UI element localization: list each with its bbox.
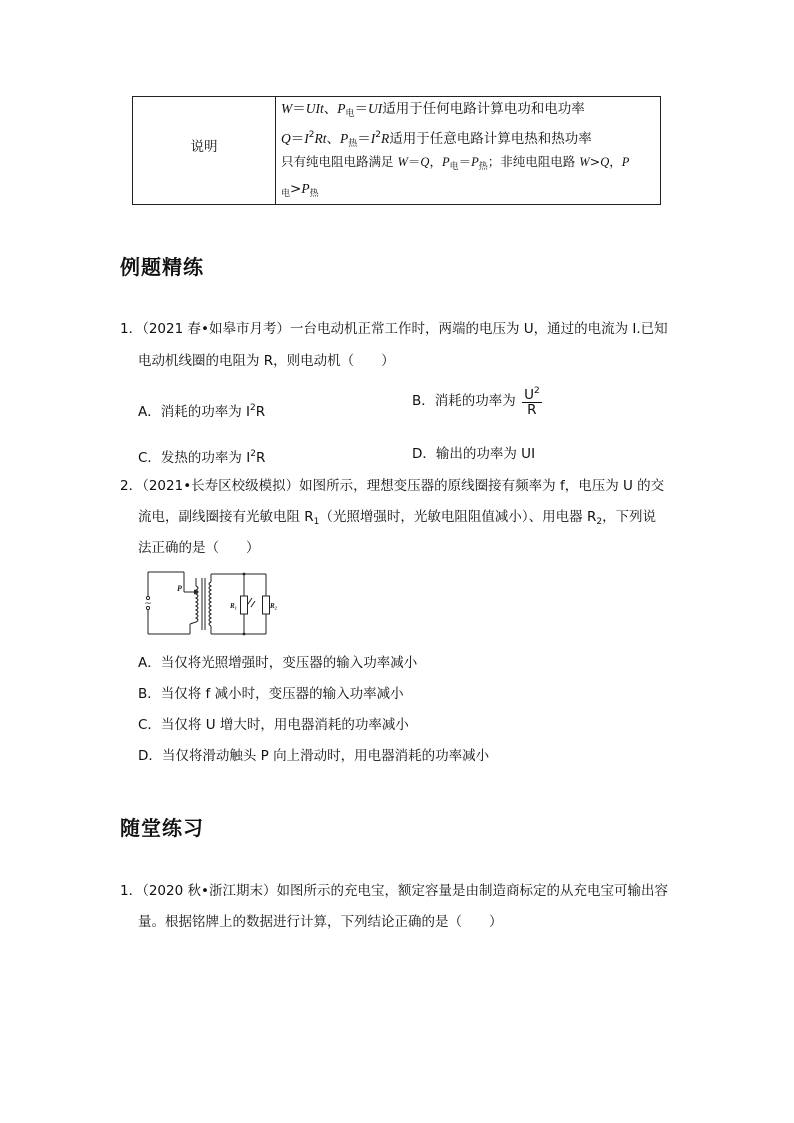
q1-option-b[interactable]: B．消耗的功率为 $\frac{U^2}{R}$ xyxy=(412,386,540,418)
q2-line-1: 2．（2021•长寿区校级模拟）如图所示，理想变压器的原线圈接有频率为 f，电压为 U 的交 xyxy=(120,478,665,494)
resistor-label-r2: R₂ xyxy=(270,602,278,610)
q2-option-a[interactable]: A．当仅将光照增强时，变压器的输入功率减小 xyxy=(138,655,418,671)
table-row-1: W＝UIt、$P_电=UI$适用于任何电路计算电功和电功率 xyxy=(281,101,585,119)
table-row-4: $_电>P_热$ xyxy=(281,181,319,199)
table-row-3: 只有纯电阻电路满足 W＝Q，$P_电=P_热$；非纯电阻电路 W>Q，P xyxy=(281,154,630,172)
ac-source-symbol: ~ xyxy=(144,599,152,609)
q3-line-2: 量。根据铭牌上的数据进行计算，下列结论正确的是（ ） xyxy=(138,914,503,930)
q2-option-c[interactable]: C．当仅将 U 增大时，用电器消耗的功率减小 xyxy=(138,717,409,733)
slider-label-p: P xyxy=(177,584,182,593)
section-heading-examples: 例题精练 xyxy=(120,255,204,279)
q1-option-c[interactable]: C．发热的功率为 $I^2R$ xyxy=(138,449,266,466)
q1-option-d[interactable]: D．输出的功率为 UI xyxy=(412,446,536,462)
q3-line-1: 1．（2020 秋•浙江期末）如图所示的充电宝，额定容量是由制造商标定的从充电宝可输出容 xyxy=(120,883,668,899)
q2-line-2: 流电，副线圈接有光敏电阻 $R_1$（光照增强时，光敏电阻阻值减小）、用电器 $R_2$，下列说 xyxy=(138,509,657,527)
q2-option-d[interactable]: D．当仅将滑动触头 P 向上滑动时，用电器消耗的功率减小 xyxy=(138,748,490,764)
transformer-circuit-diagram xyxy=(140,568,278,640)
table-row-2: $Q=I^2Rt$、$P_热=I^2R$适用于任意电路计算电热和热功率 xyxy=(281,130,592,149)
q2-option-b[interactable]: B．当仅将 f 减小时，变压器的输入功率减小 xyxy=(138,686,404,702)
section-heading-practice: 随堂练习 xyxy=(120,816,204,840)
table-divider xyxy=(275,97,276,204)
explanation-table xyxy=(132,96,661,205)
table-label: 说明 xyxy=(190,139,218,155)
resistor-label-r1: R₁ xyxy=(230,602,238,610)
q2-line-3: 法正确的是（ ） xyxy=(138,540,260,556)
q1-option-a[interactable]: A．消耗的功率为 $I^2R$ xyxy=(138,403,266,420)
q1-line-1: 1．（2021 春•如皋市月考）一台电动机正常工作时，两端的电压为 U，通过的电流为 I.已知 xyxy=(120,321,668,337)
q1-line-2: 电动机线圈的电阻为 R，则电动机（ ） xyxy=(138,353,395,369)
q1-option-b-fraction: $\frac{U^2}{R}$ xyxy=(524,386,540,418)
